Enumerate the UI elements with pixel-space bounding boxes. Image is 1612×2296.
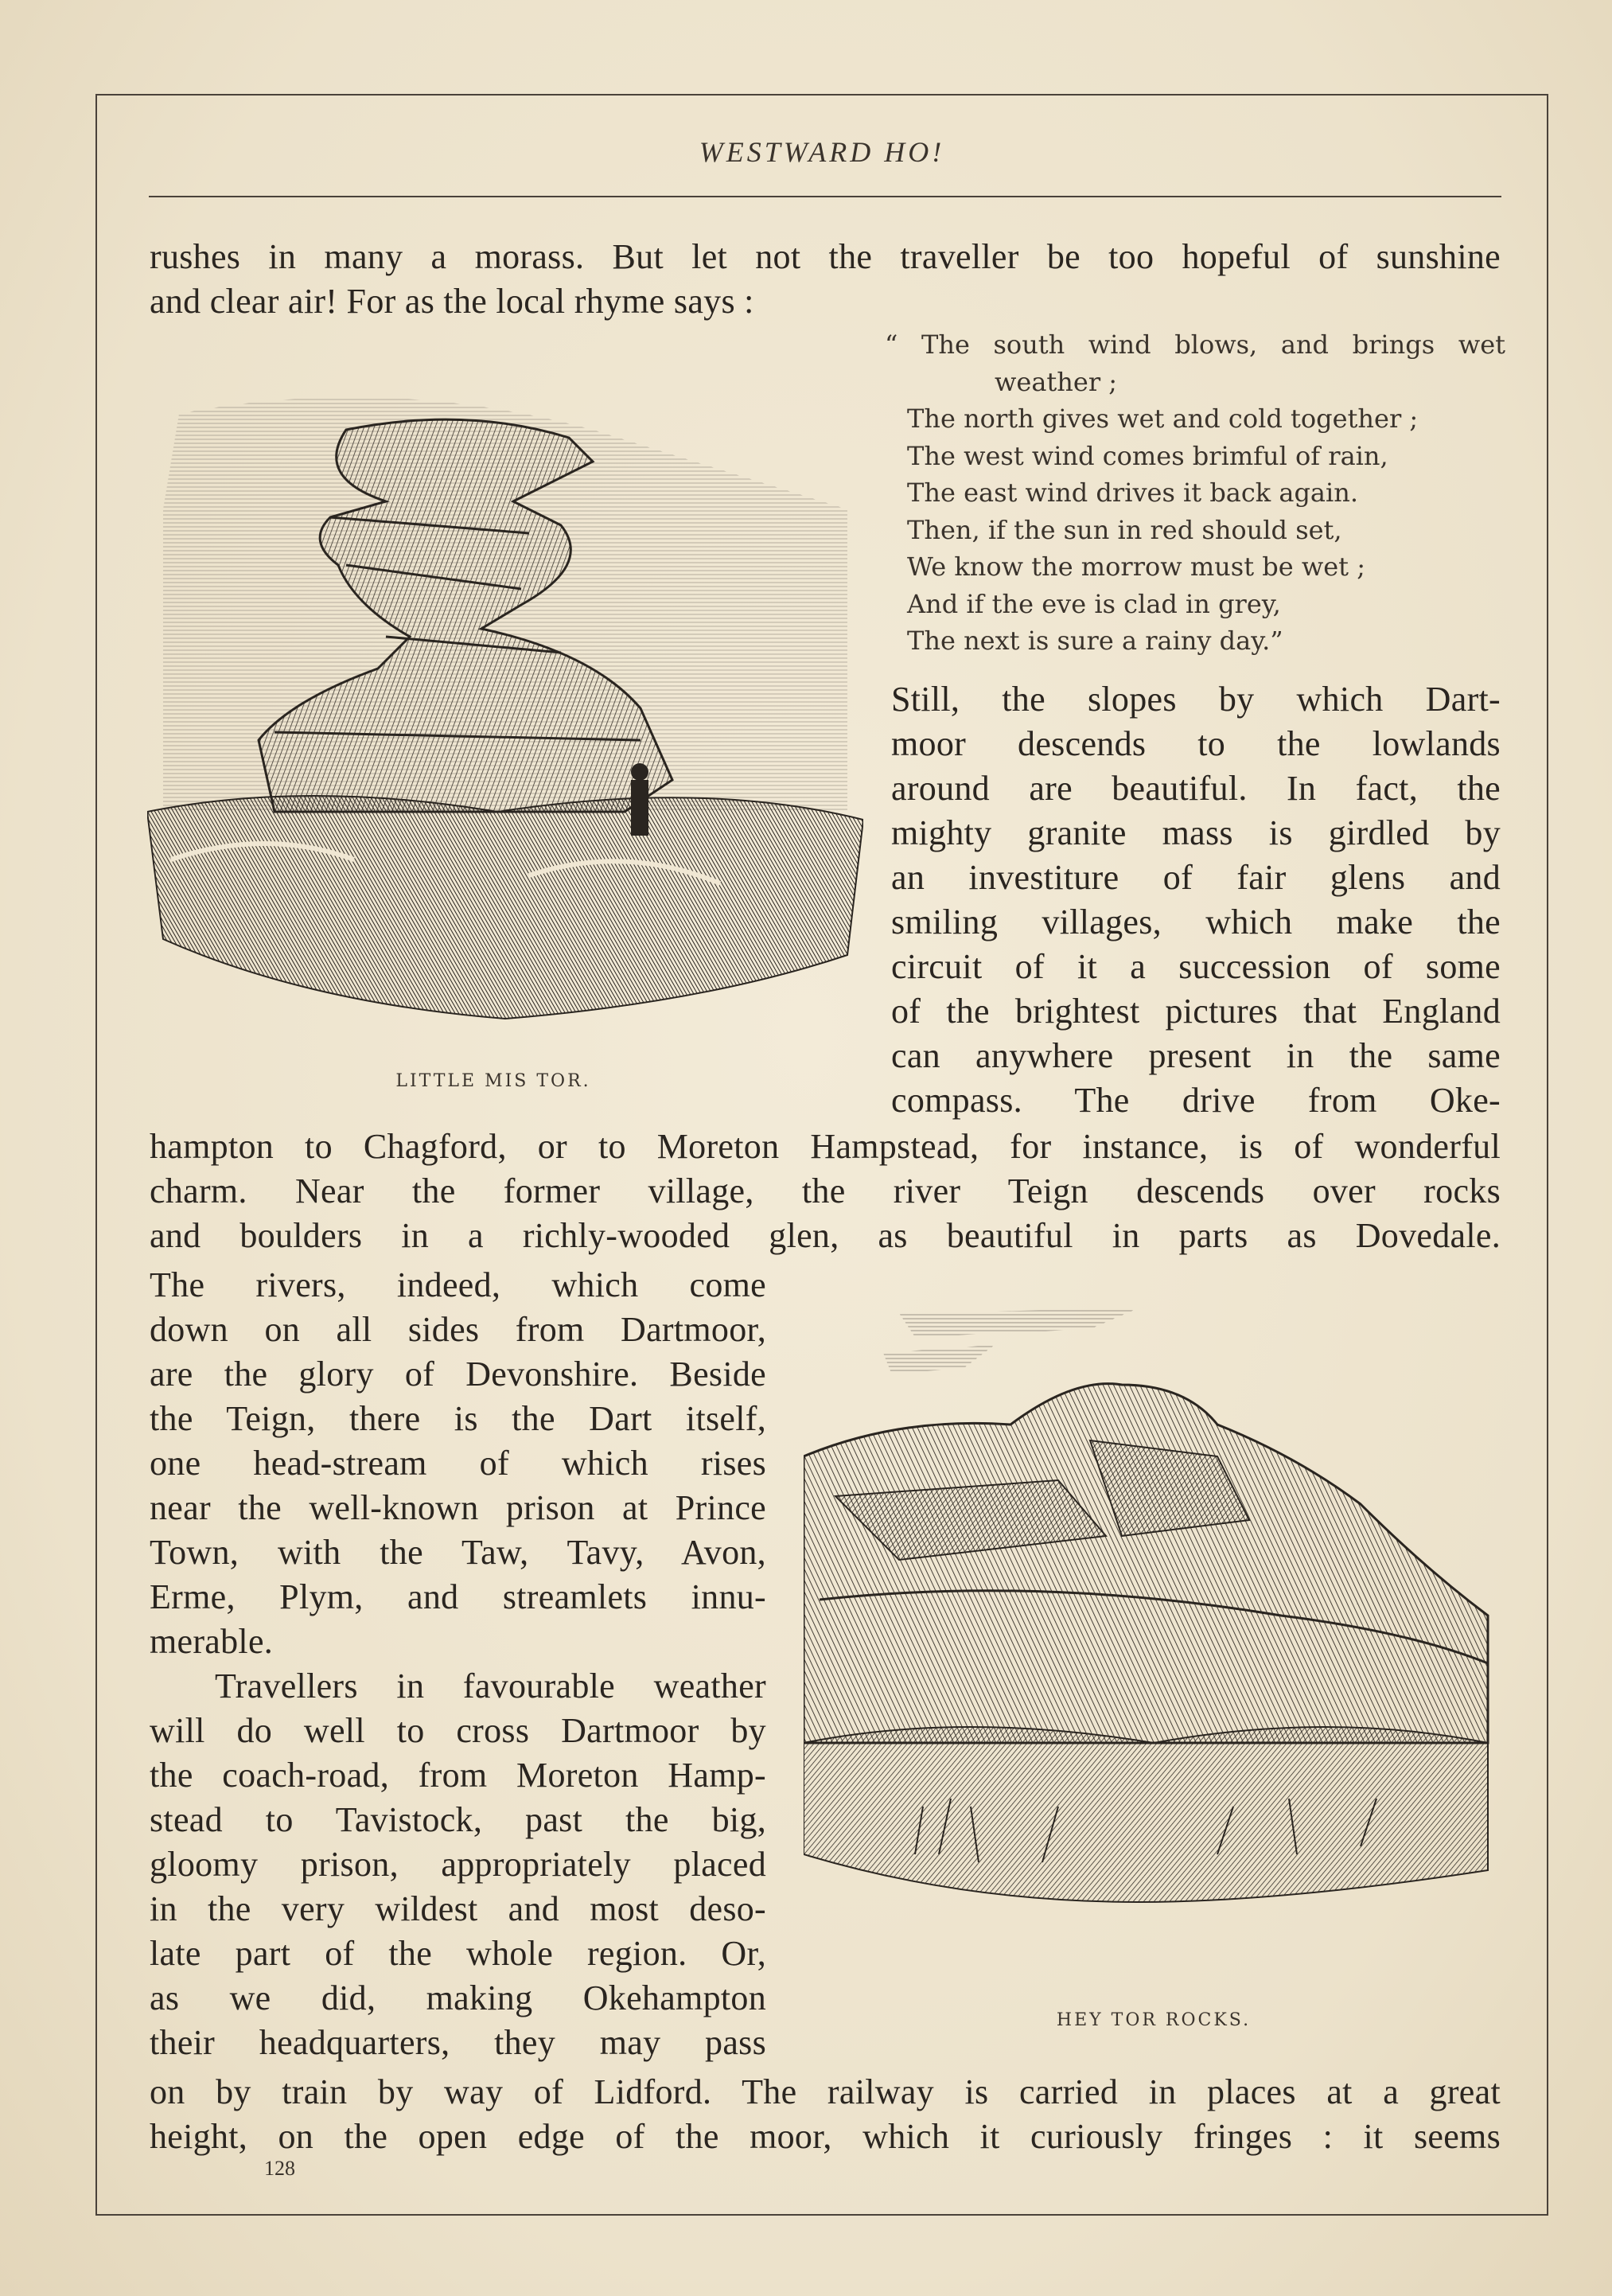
body-line: their headquarters, they may pass bbox=[150, 2023, 766, 2062]
body-line: on by train by way of Lidford. The railway is carried in places at a great bbox=[150, 2072, 1501, 2111]
body-line: circuit of it a succession of some bbox=[891, 947, 1501, 986]
header-rule bbox=[149, 196, 1501, 197]
verse-line: The north gives wet and cold together ; bbox=[907, 403, 1419, 434]
body-line: late part of the whole region. Or, bbox=[150, 1934, 766, 1973]
body-line: are the glory of Devonshire. Beside bbox=[150, 1355, 766, 1394]
running-title: WESTWARD HO! bbox=[699, 136, 945, 168]
body-line: an investiture of fair glens and bbox=[891, 858, 1501, 897]
body-line: as we did, making Okehampton bbox=[150, 1978, 766, 2017]
verse-line: The west wind comes brimful of rain, bbox=[907, 440, 1388, 471]
body-line: hampton to Chagford, or to Moreton Hampstead, for instance, is of wonderful bbox=[150, 1127, 1501, 1166]
page-number: 128 bbox=[264, 2157, 295, 2180]
body-line: rushes in many a morass. But let not the traveller be too hopeful of sunshine bbox=[150, 237, 1501, 276]
body-line: gloomy prison, appropriately placed bbox=[150, 1845, 766, 1884]
body-line: moor descends to the lowlands bbox=[891, 724, 1501, 763]
verse-line: Then, if the sun in red should set, bbox=[907, 514, 1342, 545]
verse-line: weather ; bbox=[995, 366, 1118, 397]
plate-caption: HEY TOR ROCKS. bbox=[1056, 2010, 1252, 2030]
body-line: charm. Near the former village, the river Teign descends over rocks bbox=[150, 1171, 1501, 1210]
plate-caption: LITTLE MIS TOR. bbox=[395, 1071, 591, 1091]
body-line: compass. The drive from Oke- bbox=[891, 1081, 1501, 1120]
hey-tor-rocks-illustration bbox=[804, 1297, 1504, 1998]
body-line: around are beautiful. In fact, the bbox=[891, 769, 1501, 808]
body-line: one head-stream of which rises bbox=[150, 1444, 766, 1483]
body-line: and boulders in a richly-wooded glen, as beautiful in parts as Dovedale. bbox=[150, 1216, 1501, 1255]
body-line: down on all sides from Dartmoor, bbox=[150, 1310, 766, 1349]
body-line: the coach-road, from Moreton Hamp- bbox=[150, 1756, 766, 1795]
body-line: smiling villages, which make the bbox=[891, 902, 1501, 941]
body-line: stead to Tavistock, past the big, bbox=[150, 1800, 766, 1839]
body-line: and clear air! For as the local rhyme says : bbox=[150, 282, 754, 321]
body-line: mighty granite mass is girdled by bbox=[891, 813, 1501, 852]
body-line: of the brightest pictures that England bbox=[891, 992, 1501, 1031]
verse-line: The east wind drives it back again. bbox=[907, 478, 1359, 508]
body-line: near the well-known prison at Prince bbox=[150, 1488, 766, 1527]
body-line: The rivers, indeed, which come bbox=[150, 1265, 766, 1304]
verse-line: The next is sure a rainy day.” bbox=[907, 626, 1283, 656]
body-line: Town, with the Taw, Tavy, Avon, bbox=[150, 1533, 766, 1572]
body-line: can anywhere present in the same bbox=[891, 1036, 1501, 1075]
verse-line: “ The south wind blows, and brings wet bbox=[885, 329, 1505, 360]
body-line: Still, the slopes by which Dart- bbox=[891, 680, 1501, 719]
verse-line: And if the eve is clad in grey, bbox=[907, 588, 1281, 619]
body-line: will do well to cross Dartmoor by bbox=[150, 1711, 766, 1750]
body-line: the Teign, there is the Dart itself, bbox=[150, 1399, 766, 1438]
little-mis-tor-illustration bbox=[147, 366, 863, 1058]
body-line: height, on the open edge of the moor, which it curiously fringes : it seems bbox=[150, 2117, 1501, 2156]
body-line: Erme, Plym, and streamlets innu- bbox=[150, 1577, 766, 1616]
body-line: merable. bbox=[150, 1622, 274, 1661]
verse-line: We know the morrow must be wet ; bbox=[907, 552, 1365, 582]
body-line: Travellers in favourable weather bbox=[215, 1666, 766, 1705]
body-line: in the very wildest and most deso- bbox=[150, 1889, 766, 1928]
verse-block bbox=[885, 326, 1512, 660]
